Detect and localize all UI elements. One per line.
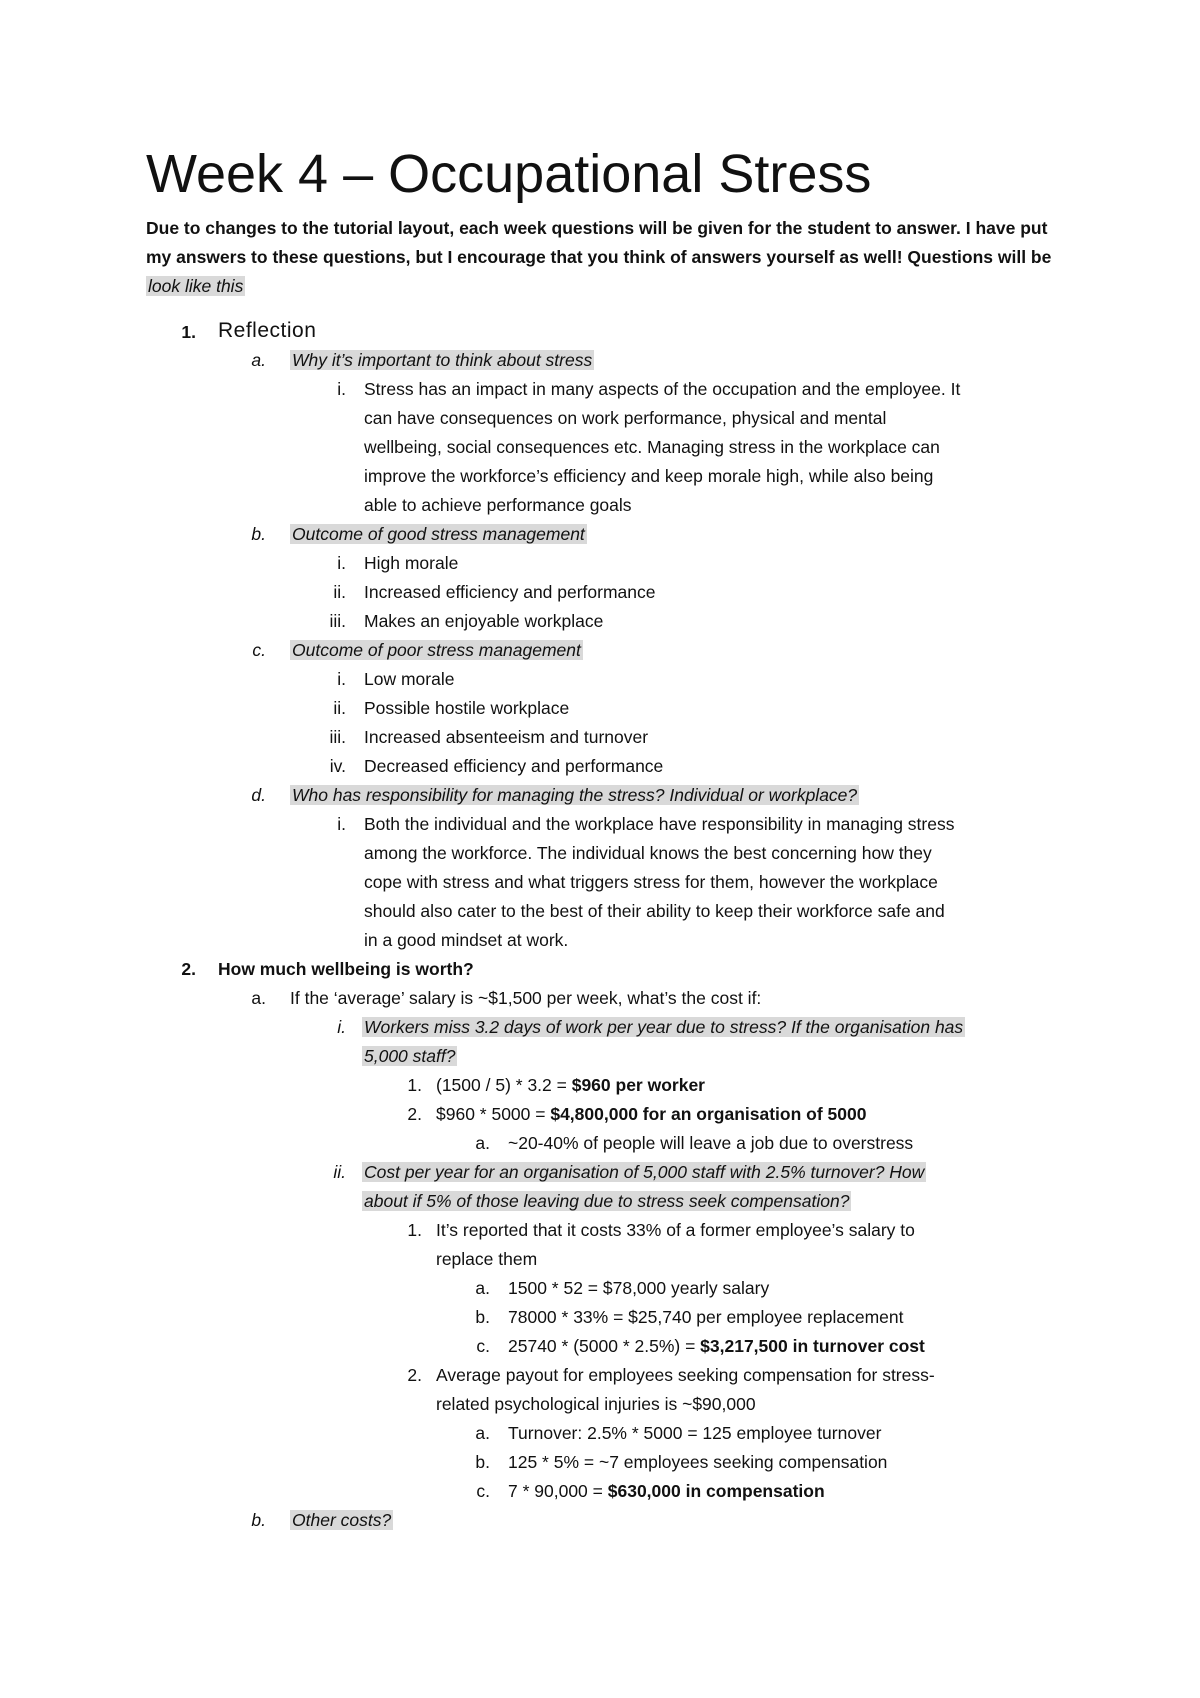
s2-a-ii-2-line-2: related psychological injuries is ~$90,000 [436,1394,756,1414]
section-2-number: 2. [181,959,196,979]
s1-a-i-line-3: wellbeing, social consequences etc. Managing stress in the workplace can [364,437,940,457]
section-2-heading: How much wellbeing is worth? [218,959,474,979]
s1-b-item-marker: i. [337,553,346,573]
s2-a-ii-1-b-text: 78000 * 33% = $25,740 per employee replacement [508,1307,904,1327]
s2-a-ii-1-line-1: It’s reported that it costs 33% of a former employee’s salary to [436,1220,915,1240]
s2-a-ii-2-a-text: Turnover: 2.5% * 5000 = 125 employee turnover [508,1423,882,1443]
s1-b-item: Makes an enjoyable workplace [364,611,604,631]
page-title: Week 4 – Occupational Stress [146,144,872,204]
s1-c-item-marker: iii. [329,727,346,747]
s2-a-i-question-line-1: Workers miss 3.2 days of work per year due to stress? If the organisation has [364,1017,964,1037]
s2-a-i-marker: i. [337,1017,346,1037]
s2-a-i-2-formula: $960 * 5000 = [436,1104,551,1124]
s1-d-i-line-5: in a good mindset at work. [364,930,569,950]
s1-d-marker: d. [251,785,266,805]
s2-a-i-1-result: $960 per worker [571,1075,705,1095]
s2-a-ii-2-marker: 2. [407,1365,422,1385]
s2-a-ii-1-line-2: replace them [436,1249,538,1269]
intro-text: Due to changes to the tutorial layout, each week questions will be given for the student to answer. I have put my answers to these questions, but I encourage that you think of answers yourself as well! Questions will be [146,218,1052,267]
s2-a-ii-1-a-text: 1500 * 52 = $78,000 yearly salary [508,1278,770,1298]
s2-a-ii-1-c-formula: 25740 * (5000 * 2.5%) = [508,1336,701,1356]
s1-b-item-marker: iii. [329,611,346,631]
s1-a-i-marker: i. [337,379,346,399]
s1-a-i-line-2: can have consequences on work performance, physical and mental [364,408,887,428]
s2-a-ii-2-line-1: Average payout for employees seeking compensation for stress- [436,1365,935,1385]
s2-a-ii-2-c-formula: 7 * 90,000 = [508,1481,608,1501]
s2-a-i-2-a-text: ~20-40% of people will leave a job due to overstress [508,1133,914,1153]
section-1-number: 1. [181,322,196,342]
s1-c-item: Increased absenteeism and turnover [364,727,649,747]
s1-d-i-line-4: should also cater to the best of their ability to keep their workforce safe and [364,901,945,921]
s1-b-item: Increased efficiency and performance [364,582,656,602]
s2-a-ii-1-c-result: $3,217,500 in turnover cost [700,1336,925,1356]
s2-b-question: Other costs? [292,1510,392,1530]
s2-a-ii-question-line-2: about if 5% of those leaving due to stress seek compensation? [364,1191,850,1211]
s2-a-i-1-marker: 1. [407,1075,422,1095]
s1-d-i-marker: i. [337,814,346,834]
s1-c-marker: c. [252,640,266,660]
intro-paragraph [146,214,1076,301]
s1-c-question: Outcome of poor stress management [292,640,581,660]
s2-a-i-2-result: $4,800,000 for an organisation of 5000 [550,1104,867,1124]
s1-c-item: Low morale [364,669,455,689]
s1-a-i-line-4: improve the workforce’s efficiency and keep morale high, while also being [364,466,934,486]
s1-c-item-marker: i. [337,669,346,689]
question-style-example: look like this [148,276,244,296]
s1-d-question: Who has responsibility for managing the stress? Individual or workplace? [292,785,858,805]
s2-a-ii-marker: ii. [333,1162,346,1182]
s2-a-i-2-a-marker: a. [475,1133,490,1153]
s2-a-i-2-marker: 2. [407,1104,422,1124]
s1-d-i-line-3: cope with stress and what triggers stress for them, however the workplace [364,872,938,892]
s2-a-ii-1-c-marker: c. [476,1336,490,1356]
s1-a-i-line-1: Stress has an impact in many aspects of the occupation and the employee. It [364,379,961,399]
s2-a-i-1-formula: (1500 / 5) * 3.2 = [436,1075,572,1095]
s2-a-ii-1-b-marker: b. [475,1307,490,1327]
s2-a-ii-question-line-1: Cost per year for an organisation of 5,000 staff with 2.5% turnover? How [364,1162,925,1182]
s2-a-ii-2-c-result: $630,000 in compensation [607,1481,825,1501]
s1-a-marker: a. [251,350,266,370]
s2-a-ii-1-marker: 1. [407,1220,422,1240]
s2-a-marker: a. [251,988,266,1008]
s2-a-i-question-line-2: 5,000 staff? [364,1046,456,1066]
s2-a-ii-2-b-marker: b. [475,1452,490,1472]
s1-c-item-marker: ii. [333,698,346,718]
s2-a-text: If the ‘average’ salary is ~$1,500 per week, what’s the cost if: [290,988,762,1008]
s1-b-question: Outcome of good stress management [292,524,585,544]
section-1-heading: Reflection [218,319,317,342]
s1-b-marker: b. [251,524,266,544]
s1-b-item: High morale [364,553,459,573]
s2-a-ii-2-a-marker: a. [475,1423,490,1443]
s1-a-question: Why it’s important to think about stress [292,350,593,370]
s1-c-item: Decreased efficiency and performance [364,756,664,776]
s2-a-ii-2-b-text: 125 * 5% = ~7 employees seeking compensation [508,1452,888,1472]
s2-a-ii-1-a-marker: a. [475,1278,490,1298]
s1-c-item-marker: iv. [329,756,346,776]
s1-d-i-line-2: among the workforce. The individual knows the best concerning how they [364,843,932,863]
s2-a-ii-2-c-marker: c. [476,1481,490,1501]
s2-b-marker: b. [251,1510,266,1530]
s1-a-i-line-5: able to achieve performance goals [364,495,632,515]
s1-b-item-marker: ii. [333,582,346,602]
s1-c-item: Possible hostile workplace [364,698,570,718]
s1-d-i-line-1: Both the individual and the workplace have responsibility in managing stress [364,814,955,834]
